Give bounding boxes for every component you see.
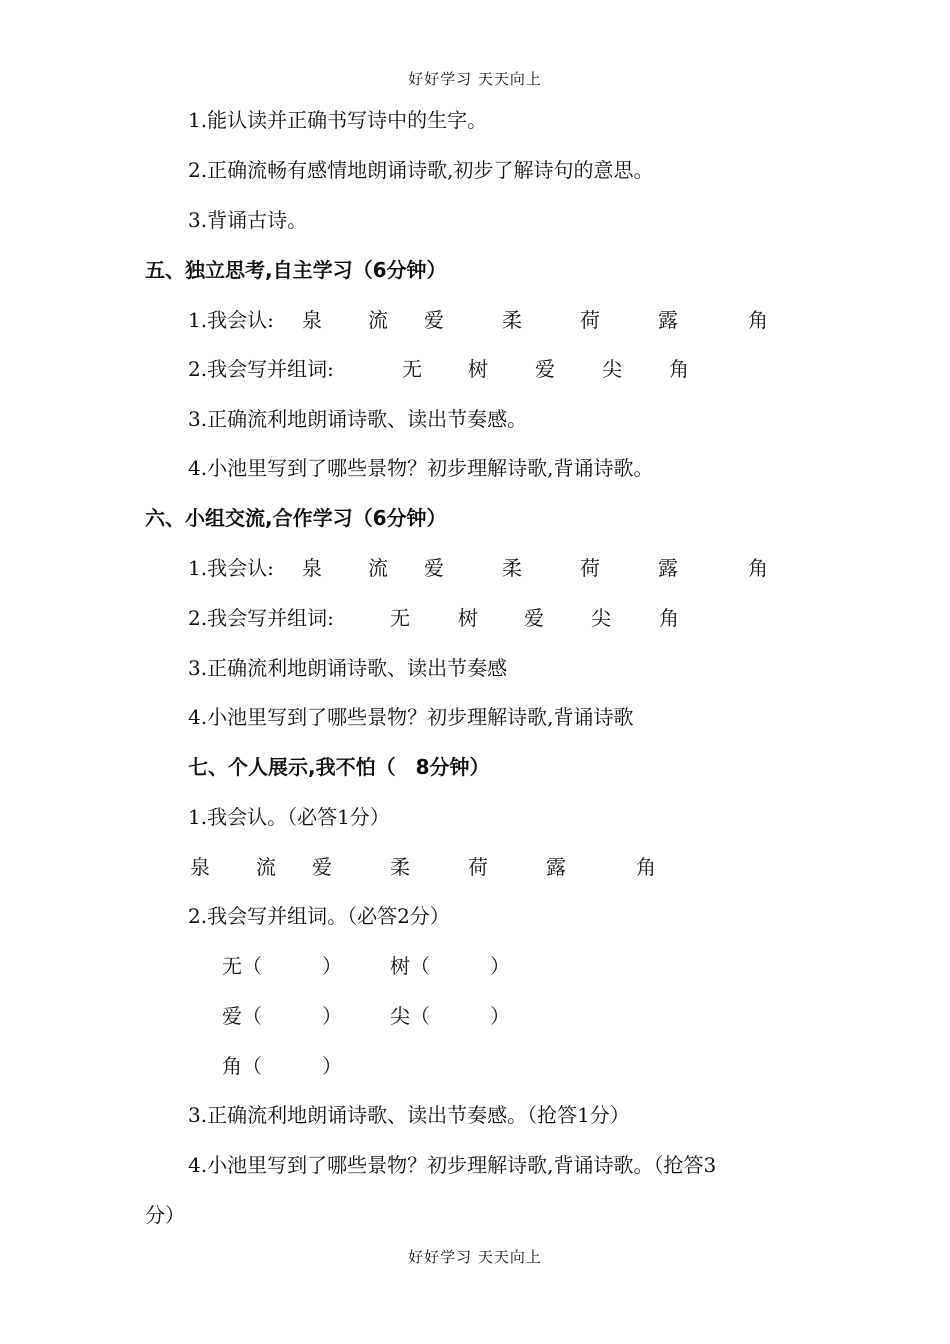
s7-recognize-char: 爱	[312, 855, 332, 879]
s6-recognize-char: 泉	[302, 556, 322, 580]
s6-recognize-label: 1.我会认:	[188, 556, 274, 580]
s5-write-char: 爱	[535, 357, 555, 381]
s5-write-char: 无	[402, 357, 422, 381]
s6-item-4: 4.小池里写到了哪些景物？初步理解诗歌,背诵诗歌	[188, 705, 634, 729]
s5-recognize-char: 露	[658, 308, 678, 332]
s7-item-3: 3.正确流利地朗诵诗歌、读出节奏感。（抢答1分）	[188, 1103, 630, 1127]
s7-item-4: 4.小池里写到了哪些景物？初步理解诗歌,背诵诗歌。（抢答3	[188, 1153, 717, 1177]
s6-recognize-char: 露	[658, 556, 678, 580]
s7-recognize-char: 露	[546, 855, 566, 879]
s5-write-label: 2.我会写并组词:	[188, 357, 334, 381]
goal-3: 3.背诵古诗。	[188, 208, 308, 232]
s5-recognize-char: 流	[368, 308, 388, 332]
blank-shu: 树（ ）	[390, 954, 510, 978]
s7-recognize-char: 荷	[468, 855, 488, 879]
s7-recognize-char: 泉	[190, 855, 210, 879]
s7-item-2: 2.我会写并组词。（必答2分）	[188, 904, 450, 928]
s5-recognize-char: 角	[748, 308, 768, 332]
page-header: 好好学习 天天向上	[408, 70, 542, 88]
s5-item-4: 4.小池里写到了哪些景物？初步理解诗歌,背诵诗歌。	[188, 456, 654, 480]
section-5-heading: 五、独立思考,自主学习（6分钟）	[145, 258, 447, 282]
section-7-heading: 七、个人展示,我不怕（ 8分钟）	[188, 755, 490, 779]
s7-recognize-char: 柔	[390, 855, 410, 879]
s5-write-char: 角	[669, 357, 689, 381]
s6-item-3: 3.正确流利地朗诵诗歌、读出节奏感	[188, 656, 508, 680]
goal-1: 1.能认读并正确书写诗中的生字。	[188, 108, 488, 132]
s5-write-char: 树	[468, 357, 488, 381]
s6-write-char: 角	[659, 606, 679, 630]
s6-write-char: 树	[458, 606, 478, 630]
section-6-heading: 六、小组交流,合作学习（6分钟）	[145, 506, 447, 530]
page-footer: 好好学习 天天向上	[408, 1248, 542, 1266]
blank-ai: 爱（ ）	[222, 1004, 342, 1028]
s6-write-char: 无	[390, 606, 410, 630]
s5-recognize-char: 泉	[302, 308, 322, 332]
s6-recognize-char: 角	[748, 556, 768, 580]
s5-item-3: 3.正确流利地朗诵诗歌、读出节奏感。	[188, 407, 528, 431]
s6-recognize-char: 流	[368, 556, 388, 580]
s6-write-label: 2.我会写并组词:	[188, 606, 334, 630]
blank-jiao: 角（ ）	[222, 1054, 342, 1078]
s5-recognize-char: 爱	[424, 308, 444, 332]
s6-recognize-char: 荷	[580, 556, 600, 580]
s7-item-4-cont: 分）	[145, 1203, 185, 1227]
s7-item-1: 1.我会认。（必答1分）	[188, 805, 390, 829]
s5-recognize-char: 荷	[580, 308, 600, 332]
blank-jian: 尖（ ）	[390, 1004, 510, 1028]
s5-recognize-label: 1.我会认:	[188, 308, 274, 332]
goal-2: 2.正确流畅有感情地朗诵诗歌,初步了解诗句的意思。	[188, 158, 654, 182]
s7-recognize-char: 角	[636, 855, 656, 879]
s6-write-char: 尖	[591, 606, 611, 630]
s6-recognize-char: 爱	[424, 556, 444, 580]
s6-recognize-char: 柔	[502, 556, 522, 580]
s7-recognize-char: 流	[256, 855, 276, 879]
s5-recognize-char: 柔	[502, 308, 522, 332]
blank-wu: 无（ ）	[222, 954, 342, 978]
s5-write-char: 尖	[602, 357, 622, 381]
s6-write-char: 爱	[524, 606, 544, 630]
